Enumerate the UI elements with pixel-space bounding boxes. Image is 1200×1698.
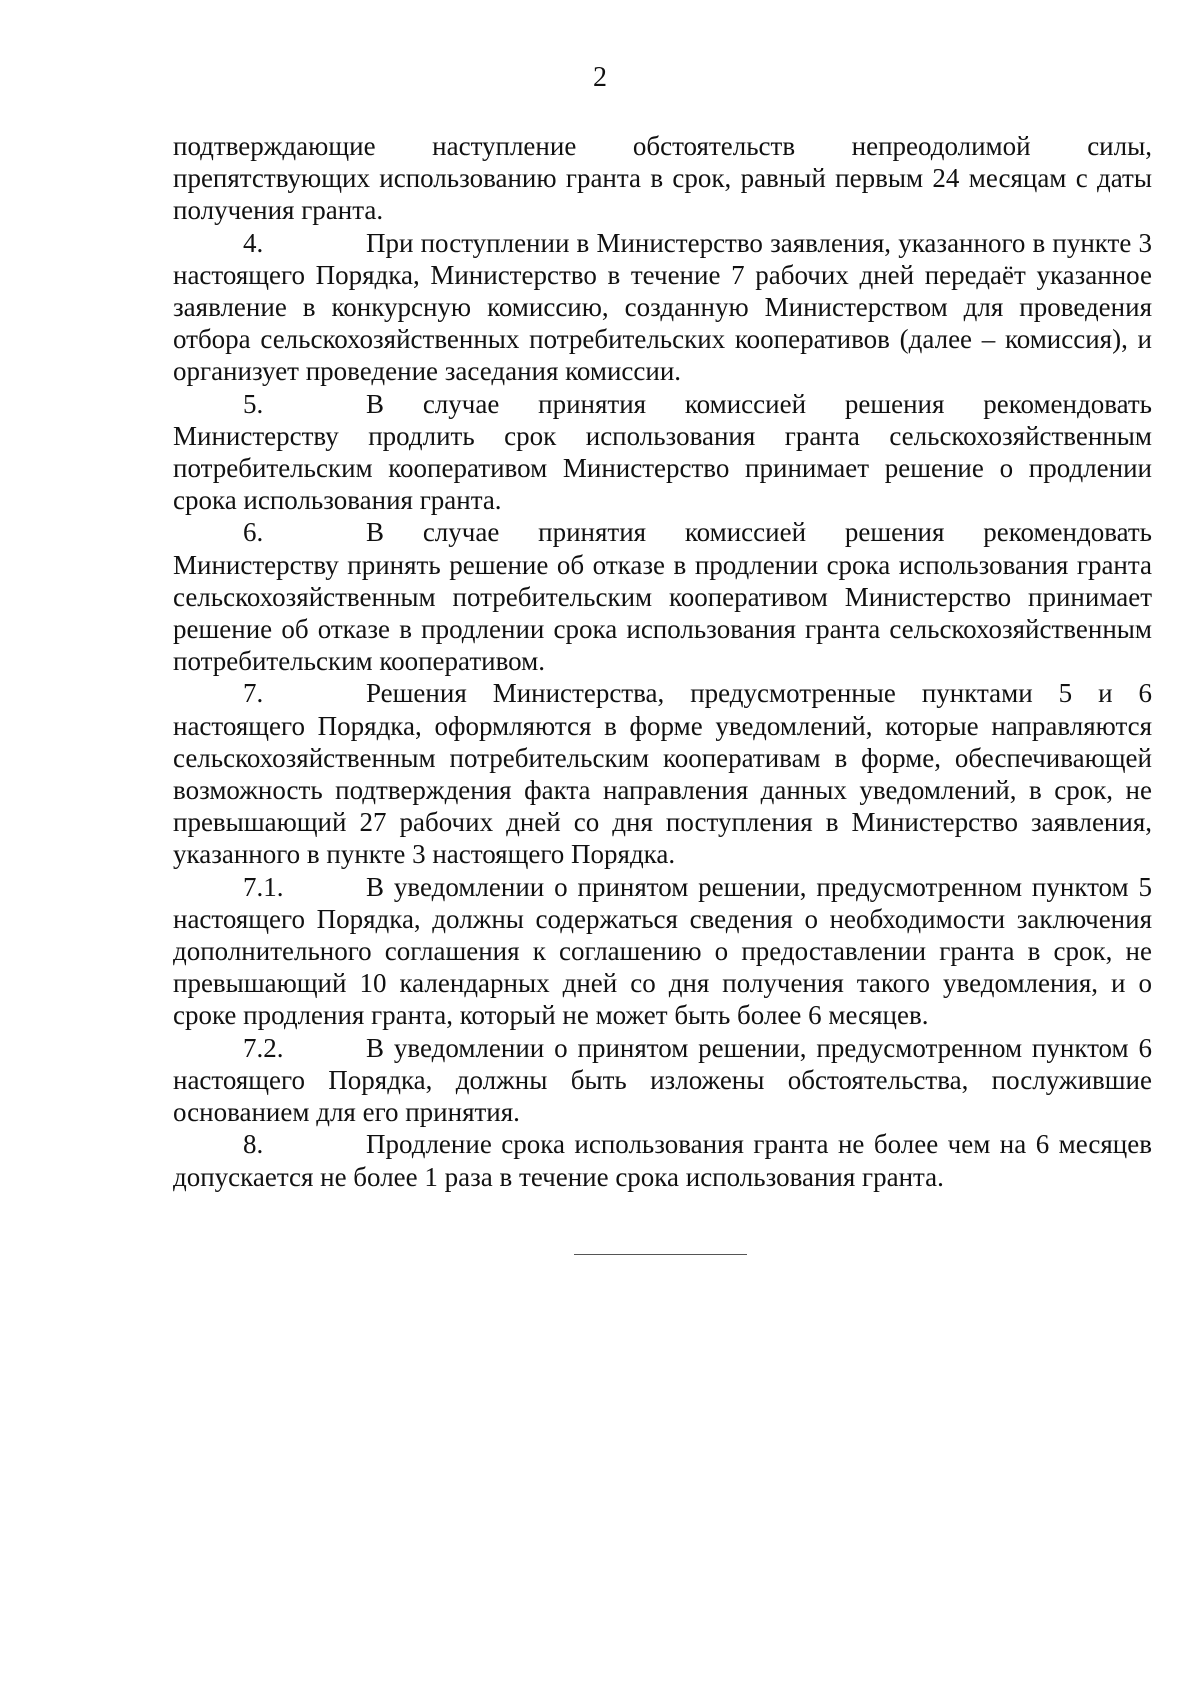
paragraph-number: 6. xyxy=(243,517,264,548)
paragraph-text: В случае принятия комиссией решения рекомендовать Министерству принять решение об отказе в продлении срока использования гранта сельскохозяйственным потребительским кооперативом Министерство принимает решение об отказе в продлении срока использования гранта сельскохозяйственным потребительским кооперативом. xyxy=(173,517,1152,677)
paragraph-text: подтверждающие наступление обстоятельств непреодолимой силы, препятствующих использованию гранта в срок, равный первым 24 месяцам с даты получения гранта. xyxy=(173,131,1152,226)
paragraph-number: 7. xyxy=(243,678,264,709)
paragraph-number: 8. xyxy=(243,1129,264,1160)
page-number: 2 xyxy=(593,62,607,93)
paragraph-text: При поступлении в Министерство заявления, указанного в пункте 3 настоящего Порядка, Министерство в течение 7 рабочих дней передаёт указанное заявление в конкурсную комиссию, созданную Министерством для проведения отбора сельскохозяйственных потребительских кооперативов (далее – комиссия), и организует проведение заседания комиссии. xyxy=(173,227,1152,387)
paragraph-6 xyxy=(173,516,1152,677)
paragraph-text: Решения Министерства, предусмотренные пунктами 5 и 6 настоящего Порядка, оформляются в форме уведомлений, которые направляются сельскохозяйственным потребительским кооперативам в форме, обеспечивающей возможность подтверждения факта направления данных уведомлений, в срок, не превышающий 27 рабочих дней со дня поступления в Министерство заявления, указанного в пункте 3 настоящего Порядка. xyxy=(173,678,1152,870)
document-body xyxy=(173,130,1152,1193)
paragraph-text: В уведомлении о принятом решении, предусмотренном пунктом 5 настоящего Порядка, должны содержаться сведения о необходимости заключения дополнительного соглашения к соглашению о предоставлении гранта в срок, не превышающий 10 календарных дней со дня получения такого уведомления, и о сроке продления гранта, который не может быть более 6 месяцев. xyxy=(173,871,1152,1031)
paragraph-7-2 xyxy=(173,1032,1152,1129)
paragraph-7 xyxy=(173,677,1152,870)
paragraph-5 xyxy=(173,388,1152,517)
paragraph-number: 5. xyxy=(243,388,264,419)
paragraph-text: В случае принятия комиссией решения рекомендовать Министерству продлить срок использования гранта сельскохозяйственным потребительским кооперативом Министерство принимает решение о продлении срока использования гранта. xyxy=(173,388,1152,516)
end-divider-line xyxy=(574,1254,747,1255)
paragraph-text: Продление срока использования гранта не более чем на 6 месяцев допускается не более 1 раза в течение срока использования гранта. xyxy=(173,1129,1152,1192)
paragraph-8 xyxy=(173,1128,1152,1192)
paragraph-7-1 xyxy=(173,871,1152,1032)
paragraph-number: 4. xyxy=(243,227,264,258)
paragraph-continuation xyxy=(173,130,1152,227)
paragraph-text: В уведомлении о принятом решении, предусмотренном пунктом 6 настоящего Порядка, должны быть изложены обстоятельства, послужившие основанием для его принятия. xyxy=(173,1032,1152,1128)
paragraph-number: 7.2. xyxy=(243,1032,284,1063)
paragraph-4 xyxy=(173,227,1152,388)
paragraph-number: 7.1. xyxy=(243,871,284,902)
